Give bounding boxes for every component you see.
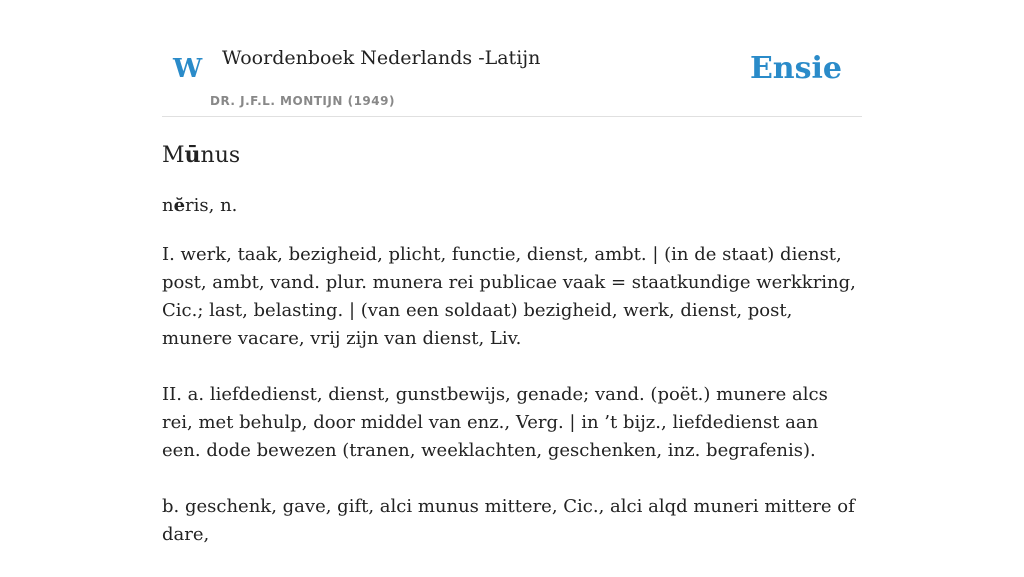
dictionary-header — [162, 0, 862, 117]
grammar-part: ris, n. — [185, 195, 238, 216]
headword — [162, 140, 862, 171]
sense-1: I. werk, taak, bezigheid, plicht, functie, dienst, ambt. | (in de staat) dienst, post, ambt, vand. plur. munera rei publicae vaak = staatkundige werkkring, Cic.; last, belasting. | (van een soldaat) bezigheid, werk, dienst, post, munere vacare, vrij zijn van dienst, Liv. — [162, 244, 856, 349]
headword-accent: ū — [184, 142, 201, 168]
dictionary-entry — [162, 140, 862, 577]
dictionary-title: Woordenboek Nederlands -Latijn — [222, 47, 541, 69]
dictionary-logo: W — [173, 54, 203, 84]
dictionary-author: DR. J.F.L. MONTIJN (1949) — [210, 94, 395, 108]
headword-part: nus — [200, 143, 241, 168]
ensie-brand-link[interactable]: Ensie — [749, 51, 842, 86]
grammar-accent: ĕ — [173, 195, 186, 216]
sense-2a: II. a. liefdedienst, dienst, gunstbewijs, genade; vand. (poët.) munere alcs rei, met behulp, door middel van enz., Verg. | in ’t bijz., liefdedienst aan een. dode bewezen (tranen, weeklachten, geschenken, inz. begrafenis). — [162, 384, 828, 461]
headword-part: M — [162, 143, 185, 168]
sense-2b: b. geschenk, gave, gift, alci munus mittere, Cic., alci alqd muneri mittere of dare, — [162, 496, 855, 545]
grammar-part: n — [162, 195, 174, 216]
grammar-info — [162, 193, 862, 219]
